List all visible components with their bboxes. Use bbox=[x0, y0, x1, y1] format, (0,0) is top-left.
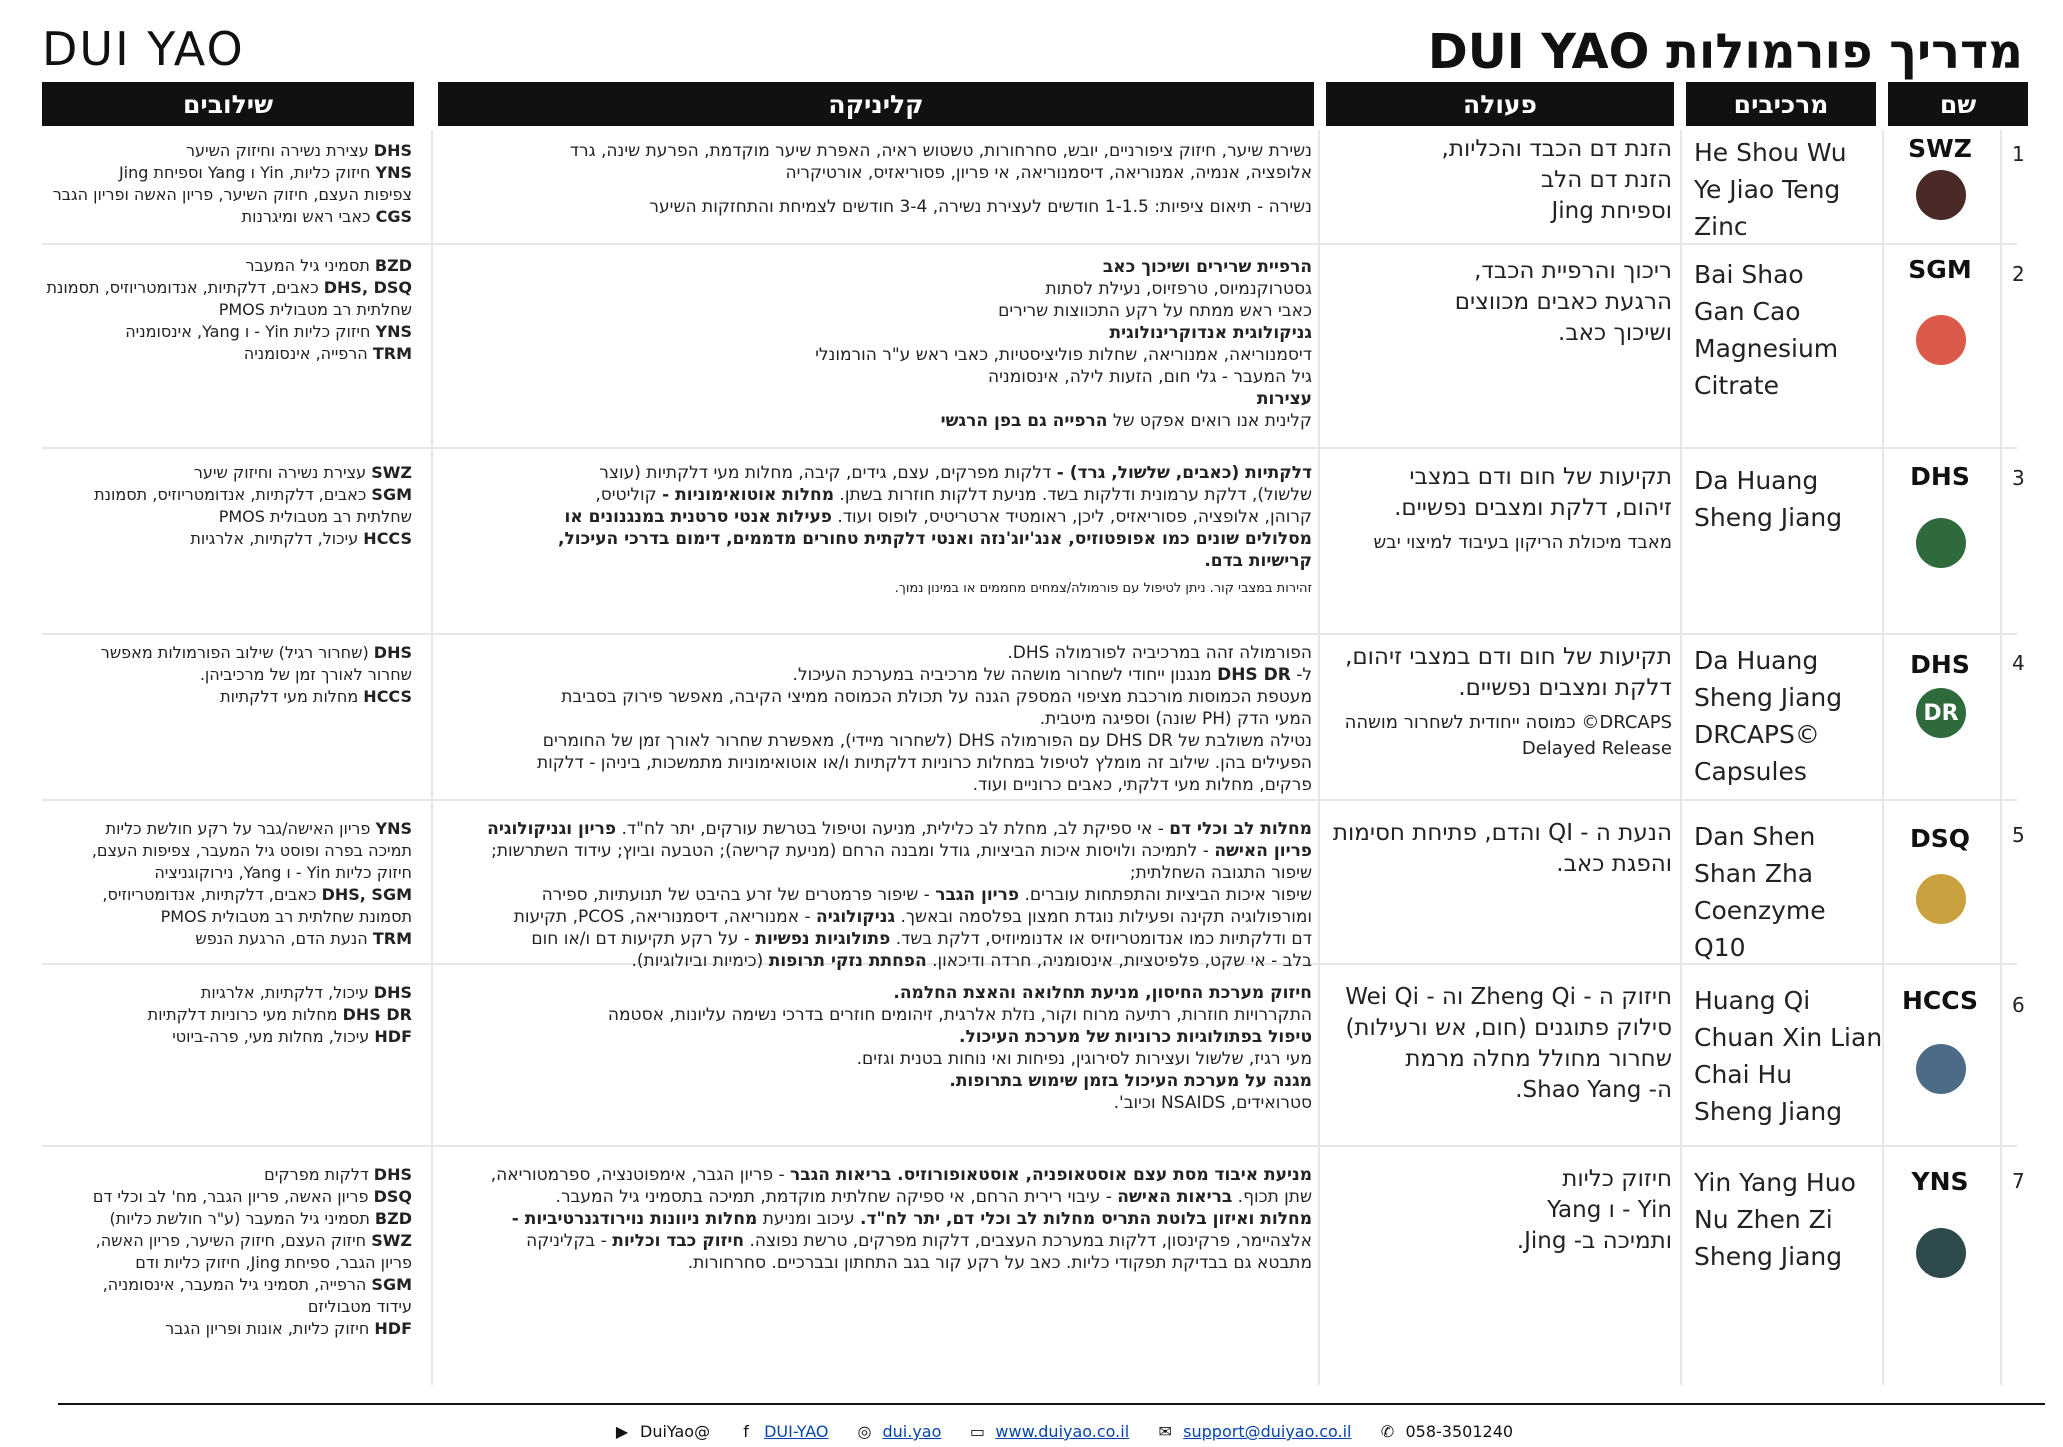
combination-code: DHS bbox=[373, 1165, 412, 1184]
combination-desc: עיכול, דלקתיות, אלרגיות bbox=[200, 983, 374, 1002]
combination-item bbox=[42, 862, 412, 884]
combination-desc: עצירת נשירה וחיזוק השיער bbox=[185, 141, 374, 160]
combination-code: BZD bbox=[374, 1209, 412, 1228]
column-divider bbox=[431, 130, 433, 1385]
combination-desc: מחלות מעי דלקתיות bbox=[220, 687, 364, 706]
combination-code: SGM bbox=[371, 485, 412, 504]
footer-text[interactable]: www.duiyao.co.il bbox=[995, 1422, 1130, 1441]
combinations-list bbox=[42, 140, 412, 228]
action-text bbox=[1332, 982, 1672, 1106]
action-note: מאבד מיכולת הריקון בעיבוד למיצוי יבש bbox=[1373, 532, 1672, 553]
formula-code: DHS bbox=[1910, 462, 1970, 491]
combination-code: SGM bbox=[371, 1275, 412, 1294]
header-combos: שילובים bbox=[42, 82, 414, 126]
combination-desc: צפיפות העצם, חיזוק השיער, פריון האשה ופריון הגבר bbox=[52, 185, 412, 204]
clinic-line: נשירה - תיאום ציפיות: 1-1.5 חודשים לעצירת נשירה, 3-4 חודשים לצמיחת והתחזקות השיער bbox=[649, 197, 1312, 217]
ingredient-item: Coenzyme Q10 bbox=[1694, 896, 1826, 962]
combination-code: YNS bbox=[375, 163, 412, 182]
combination-desc: תסמיני גיל המעבר (ע"ר חולשת כליות) bbox=[109, 1209, 375, 1228]
footer-item[interactable] bbox=[855, 1422, 942, 1441]
clinic-line: קרישיות בדם. bbox=[1204, 551, 1312, 571]
clinic-line: דם ודלקתיות כמו אנדומטריוזיס או אדנומיוזיס, דלקת בשד. פתולוגיות נפשיות - על רקע תקיעות דם ו/או חום bbox=[531, 929, 1312, 949]
clinic-line: נטילה משולבת של DHS DR עם הפורמולה DHS (לשחרור מיידי), מאפשרת שחרור לאורך זמן של החומרים bbox=[542, 731, 1312, 751]
combination-code: SWZ bbox=[371, 1231, 412, 1250]
combination-item bbox=[42, 299, 412, 321]
clinic-line: חיזוק מערכת החיסון, מניעת תחלואה והאצת החלמה. bbox=[893, 983, 1312, 1003]
combination-item bbox=[42, 686, 412, 708]
action-line: סילוק פתוגנים (חום, אש ורעילות) bbox=[1345, 1015, 1672, 1041]
clinic-line: מניעת איבוד מסת עצם אוסטאופניה, אוסטאופורוזיס. בריאות הגבר - פריון הגבר, אימפוטנציה, ספרמטוריאה, bbox=[490, 1165, 1312, 1185]
combination-item bbox=[42, 484, 412, 506]
combinations-list bbox=[42, 818, 412, 950]
combination-code: HCCS bbox=[363, 687, 412, 706]
combination-item bbox=[42, 1318, 412, 1340]
action-text bbox=[1332, 642, 1672, 762]
combination-code: DSQ bbox=[373, 1187, 412, 1206]
clinic-line: גסטרוקנמיוס, טרפזיוס, נעילת לסתות bbox=[1045, 279, 1312, 299]
footer-item[interactable] bbox=[967, 1422, 1129, 1441]
combination-desc: חיזוק העצם, חיזוק השיער, פריון האשה, bbox=[95, 1231, 372, 1250]
combination-item bbox=[42, 462, 412, 484]
ingredients-list bbox=[1694, 818, 1884, 966]
combination-desc: פריון הגבר, ספיחת Jing, חיזוק כליות ודם bbox=[135, 1253, 412, 1272]
youtube-icon: ▶ bbox=[615, 1421, 629, 1441]
combination-desc: חיזוק כליות Yin - ו Yang, אינסומניה bbox=[125, 322, 376, 341]
combination-item bbox=[42, 1230, 412, 1252]
action-line: ריכוך והרפיית הכבד, bbox=[1474, 258, 1672, 284]
combination-desc: הרפייה, תסמיני גיל המעבר, אינסומניה, bbox=[102, 1275, 372, 1294]
header-ingredients: מרכיבים bbox=[1686, 82, 1876, 126]
row-number: 3 bbox=[2012, 466, 2025, 490]
ingredient-item: Gan Cao bbox=[1694, 297, 1801, 326]
clinic-line: טיפול בפתולוגיות כרוניות של מערכת העיכול. bbox=[959, 1027, 1312, 1047]
footer-item bbox=[1377, 1422, 1513, 1441]
combination-item bbox=[42, 1164, 412, 1186]
clinic-line: גיל המעבר - גלי חום, הזעות לילה, אינסומניה bbox=[987, 367, 1312, 387]
row-number: 2 bbox=[2012, 262, 2025, 286]
footer-text: DuiYao@ bbox=[640, 1422, 711, 1441]
clinic-line: מעטפת הכמוסות מורכבת מציפוי המספק הגנה על תכולת הכמוסה ממיצי הקיבה, מאפשר פירוק בסביבת bbox=[561, 687, 1312, 707]
formula-color-dot: DR bbox=[1916, 688, 1966, 738]
action-line: הזנת דם הלב bbox=[1540, 167, 1672, 193]
formula-color-dot bbox=[1916, 1044, 1966, 1094]
combination-desc: כאבים, דלקתיות, אנדומטריוזיס, bbox=[102, 885, 322, 904]
clinic-line: הרפיית שרירים ושיכוך כאב bbox=[1102, 257, 1312, 277]
combination-desc: עצירת נשירה וחיזוק שיער bbox=[193, 463, 372, 482]
action-line: הזנת דם הכבד והכליות, bbox=[1441, 136, 1672, 162]
action-line: דלקת ומצבים נפשיים. bbox=[1458, 675, 1672, 701]
combination-desc: כאבים, דלקתיות, אנדומטריוזיס, תסמונת bbox=[94, 485, 372, 504]
clinic-line: המעי הדק (PH שונה) וספיגה מיטבית. bbox=[1039, 709, 1312, 729]
combination-item bbox=[42, 343, 412, 365]
clinic-line: מחלות ואיזון בלוטת התריס מחלות לב וכלי דם, יתר לח"ד. עיכוב ומניעת מחלות ניוונות נוירודגנרטיביות - bbox=[511, 1209, 1312, 1229]
clinic-line: כאבי ראש ממתח על רקע התכווצות שרירים bbox=[998, 301, 1312, 321]
clinic-text bbox=[446, 642, 1312, 796]
combination-desc: חיזוק כליות, אונות ופריון הגבר bbox=[165, 1319, 375, 1338]
ingredient-item: Zinc bbox=[1694, 212, 1748, 241]
clinic-line: הפורמולה זהה במרכיביה לפורמולה DHS. bbox=[1007, 643, 1312, 663]
combination-item bbox=[42, 528, 412, 550]
combination-item bbox=[42, 1208, 412, 1230]
combinations-list bbox=[42, 462, 412, 550]
combination-code: DHS bbox=[373, 643, 412, 662]
combination-item bbox=[42, 277, 412, 299]
clinic-line: נשירת שיער, חיזוק ציפורניים, יובש, סחרחורות, טשטוש ראיה, האפרת שיער מוקדמת, הפרעת שינה, גרד bbox=[569, 141, 1312, 161]
clinic-line: שלשול), דלקת ערמונית ודלקות בשד. מניעת דלקות חוזרות בשתן. מחלות אוטואימוניות - קוליטיס, bbox=[595, 485, 1312, 505]
clinic-line: ומורפולוגיה תקינה ופעילות נוגדת חמצון בפלסמה ובאשך. גניקולוגיה - אמנוריאה, דיסמנוריאה, PCOS, תקיעות bbox=[513, 907, 1312, 927]
combination-item bbox=[42, 1026, 412, 1048]
formula-code: SGM bbox=[1908, 255, 1972, 284]
ingredient-item: Dan Shen bbox=[1694, 822, 1816, 851]
combination-code: SWZ bbox=[371, 463, 412, 482]
clinic-text bbox=[446, 140, 1312, 218]
formula-code: SWZ bbox=[1908, 134, 1972, 163]
ingredient-item: Ye Jiao Teng bbox=[1694, 175, 1841, 204]
combination-desc: (שחרור רגיל) שילוב הפורמולות מאפשר bbox=[100, 643, 374, 662]
combination-desc: עיכול, דלקתיות, אלרגיות bbox=[190, 529, 364, 548]
clinic-line: שיפור איכות הביציות והתפתחות עוברים. פריון הגבר - שיפור פרמטרים של זרע בהיבט של תנועתיות, ספירה bbox=[541, 885, 1312, 905]
mail-icon: ✉ bbox=[1158, 1421, 1172, 1441]
ingredient-item: Magnesium bbox=[1694, 334, 1839, 363]
clinic-line: סטרואידים, NSAIDS וכיוב'. bbox=[1113, 1093, 1312, 1113]
footer-text[interactable]: DUI-YAO bbox=[764, 1422, 829, 1441]
row-number: 1 bbox=[2012, 142, 2025, 166]
combination-code: DHS bbox=[373, 983, 412, 1002]
ingredient-item: He Shou Wu bbox=[1694, 138, 1847, 167]
ingredient-item: Sheng Jiang bbox=[1694, 503, 1843, 532]
action-line: חיזוק כליות bbox=[1562, 1166, 1672, 1192]
action-text bbox=[1332, 256, 1672, 349]
combination-item bbox=[42, 906, 412, 928]
ingredient-item: Chai Hu bbox=[1694, 1060, 1793, 1089]
clinic-text bbox=[446, 818, 1312, 972]
combination-item bbox=[42, 184, 412, 206]
combination-item bbox=[42, 140, 412, 162]
combination-code: HCCS bbox=[363, 529, 412, 548]
action-line: והפגת כאב. bbox=[1556, 851, 1672, 877]
ingredient-item: Sheng Jiang bbox=[1694, 1097, 1843, 1126]
header-name: שם bbox=[1888, 82, 2028, 126]
combination-desc: עידוד מטבוליזם bbox=[307, 1297, 412, 1316]
clinic-line: מעי רגיז, שלשול ועצירות לסירוגין, נפיחות ואי נוחות בטנית וגזים. bbox=[856, 1049, 1312, 1069]
action-text bbox=[1332, 818, 1672, 880]
combinations-list bbox=[42, 1164, 412, 1340]
combination-code: DHS bbox=[373, 141, 412, 160]
combination-desc: שחלתית רב מטבולית PMOS bbox=[218, 507, 412, 526]
ingredient-item: Capsules bbox=[1694, 757, 1807, 786]
clinic-line: קלינית אנו רואים אפקט של הרפייה גם בפן הרגשי bbox=[940, 411, 1312, 431]
row-divider bbox=[42, 1145, 2017, 1147]
clinic-line: פריון האישה - לתמיכה ולויסות איכות הביציות, גודל ומבנה הרחם (מניעת קרישה); הטבעה וביוץ; עידוד השתרשות; שיפור התגובה השחלתית; bbox=[491, 841, 1312, 883]
ingredient-item: Huang Qi bbox=[1694, 986, 1811, 1015]
footer-item bbox=[612, 1422, 710, 1441]
combination-code: TRM bbox=[372, 344, 412, 363]
clinic-line: פרקים, מחלות מעי דלקתי, כאבים כרוניים ועוד. bbox=[972, 775, 1312, 795]
column-divider bbox=[1680, 130, 1682, 1385]
instagram-icon: ◎ bbox=[857, 1421, 872, 1441]
ingredient-item: Shan Zha bbox=[1694, 859, 1814, 888]
action-text bbox=[1332, 462, 1672, 556]
action-text bbox=[1332, 1164, 1672, 1257]
combination-item bbox=[42, 255, 412, 277]
brand-logo: DUI YAO bbox=[42, 22, 245, 76]
header-action: פעולה bbox=[1326, 82, 1674, 126]
ingredients-list bbox=[1694, 982, 1884, 1130]
combination-item bbox=[42, 818, 412, 840]
footer-text: 058-3501240 bbox=[1405, 1422, 1514, 1441]
combination-item bbox=[42, 642, 412, 664]
clinic-line: מתבטא גם בבדיקת תפקודי כליות. כאב על רקע קור בגב התחתון ובברכיים. סחרחורות. bbox=[687, 1253, 1312, 1273]
page-title: מדריך פורמולות DUI YAO bbox=[1427, 24, 2023, 80]
combination-desc: תסמיני גיל המעבר bbox=[245, 256, 375, 275]
footer-item[interactable] bbox=[736, 1422, 828, 1441]
combination-item bbox=[42, 506, 412, 528]
row-divider bbox=[42, 447, 2017, 449]
footer-divider bbox=[58, 1403, 2045, 1405]
combination-desc: כאבי ראש ומיגרנות bbox=[241, 207, 376, 226]
clinic-line: אלצהיימר, פרקינסון, דלקות במערכת העצבים, דלקות מפרקים, טרשת נפוצה. חיזוק כבד וכליות - בקליניקה bbox=[526, 1231, 1312, 1251]
formula-color-dot bbox=[1916, 874, 1966, 924]
ingredients-list bbox=[1694, 642, 1884, 790]
formula-code: DSQ bbox=[1909, 824, 1970, 853]
combination-desc: תסמונת שחלתית רב מטבולית PMOS bbox=[160, 907, 412, 926]
combination-desc: מחלות מעי כרוניות דלקתיות bbox=[147, 1005, 343, 1024]
ingredient-item: Sheng Jiang bbox=[1694, 683, 1843, 712]
ingredients-list bbox=[1694, 1164, 1884, 1275]
clinic-line: דיסמנוריאה, אמנוריאה, שחלות פוליציסטיות, כאבי ראש ע"ר הורמונלי bbox=[815, 345, 1312, 365]
action-line: זיהום, דלקת ומצבים נפשיים. bbox=[1394, 495, 1672, 521]
action-line: תקיעות של חום ודם במצבי זיהום, bbox=[1345, 644, 1672, 670]
combination-desc: תמיכה בפרה ופוסט גיל המעבר, צפיפות העצם, bbox=[91, 841, 412, 860]
combination-code: BZD bbox=[374, 256, 412, 275]
phone-icon: ✆ bbox=[1380, 1421, 1395, 1441]
action-line: ותמיכה ב- Jing. bbox=[1516, 1228, 1672, 1254]
combination-code: DHS DR bbox=[342, 1005, 412, 1024]
header-clinic: קליניקה bbox=[438, 82, 1314, 126]
combination-code: CGS bbox=[375, 207, 412, 226]
ingredient-item: Da Huang bbox=[1694, 646, 1819, 675]
combination-desc: שחרור לאורך זמן של מרכיביהן. bbox=[199, 665, 412, 684]
clinic-text bbox=[446, 1164, 1312, 1274]
clinic-text bbox=[446, 982, 1312, 1114]
action-line: וספיחת Jing bbox=[1551, 198, 1672, 224]
action-line: תקיעות של חום ודם במצבי bbox=[1409, 464, 1672, 490]
ingredient-item: Nu Zhen Zi bbox=[1694, 1205, 1833, 1234]
ingredient-item: Da Huang bbox=[1694, 466, 1819, 495]
ingredients-list bbox=[1694, 134, 1884, 245]
combinations-list bbox=[42, 255, 412, 365]
combination-desc: חיזוק כליות Yin - ו Yang, נירוקוגניציה bbox=[154, 863, 412, 882]
combination-code: HDF bbox=[374, 1027, 412, 1046]
clinic-caution: זהירות במצבי קור. ניתן לטיפול עם פורמולה/צמחים מחממים או במינון נמוך. bbox=[894, 581, 1312, 596]
clinic-line: הפעילים בהן. שילוב זה מומלץ לטיפול במחלות כרוניות דלקתיות ו/או אוטואימוניות מתמשכות, ביניהן - דלקות bbox=[536, 753, 1312, 773]
row-divider bbox=[42, 633, 2017, 635]
action-line: חיזוק ה - Zheng Qi וה - Wei Qi bbox=[1345, 984, 1672, 1010]
formula-color-dot bbox=[1916, 170, 1966, 220]
row-number: 4 bbox=[2012, 651, 2025, 675]
action-text bbox=[1332, 134, 1672, 227]
clinic-line: מחלות לב וכלי דם - אי ספיקת לב, מחלת לב כלילית, מניעה וטיפול בטרשת עורקים, יתר לח"ד. פריון וגניקולוגיה bbox=[487, 819, 1312, 839]
clinic-line: גניקולוגית אנדוקרינולוגית bbox=[1109, 323, 1312, 343]
combination-code: TRM bbox=[372, 929, 412, 948]
ingredient-item: Citrate bbox=[1694, 371, 1779, 400]
monitor-icon: ▭ bbox=[969, 1421, 985, 1441]
clinic-line: בלב - אי שקט, פלפיטציות, אינסומניה, חרדה ודיכאון. הפחתת נזקי תרופות (כימיות וביולוגיות). bbox=[631, 951, 1312, 971]
combination-code: DHS, DSQ bbox=[323, 278, 412, 297]
combination-desc: פריון האשה, פריון הגבר, מח' לב וכלי דם bbox=[92, 1187, 374, 1206]
combination-item bbox=[42, 1004, 412, 1026]
clinic-text bbox=[446, 462, 1312, 600]
action-line: הנעת ה - QI והדם, פתיחת חסימות bbox=[1332, 820, 1672, 846]
combination-item bbox=[42, 1296, 412, 1318]
row-number: 7 bbox=[2012, 1169, 2025, 1193]
clinic-line: עצירות bbox=[1256, 389, 1312, 409]
action-note: DRCAPS© כמוסה ייחודית לשחרור מושהה bbox=[1344, 712, 1672, 733]
clinic-line: מגנה על מערכת העיכול בזמן שימוש בתרופות. bbox=[949, 1071, 1312, 1091]
combination-code: YNS bbox=[375, 819, 412, 838]
combination-item bbox=[42, 840, 412, 862]
combination-desc: הרפייה, אינסומניה bbox=[243, 344, 373, 363]
combination-item bbox=[42, 162, 412, 184]
combination-desc: הנעת הדם, הרגעת הנפש bbox=[195, 929, 373, 948]
combination-desc: חיזוק כליות, Yin ו Yang וספיחת Jing bbox=[118, 163, 376, 182]
combinations-list bbox=[42, 982, 412, 1048]
row-divider bbox=[42, 799, 2017, 801]
combination-item bbox=[42, 321, 412, 343]
combination-item bbox=[42, 982, 412, 1004]
facebook-icon: f bbox=[743, 1421, 749, 1441]
clinic-line bbox=[446, 184, 1312, 196]
formula-code: YNS bbox=[1911, 1167, 1969, 1196]
combination-desc: דלקות מפרקים bbox=[264, 1165, 374, 1184]
row-number: 5 bbox=[2012, 823, 2025, 847]
combination-desc: עיכול, מחלות מעי, פרה-ביוטי bbox=[172, 1027, 375, 1046]
ingredient-item: DRCAPS© bbox=[1694, 720, 1820, 749]
combination-item bbox=[42, 664, 412, 686]
combination-item bbox=[42, 884, 412, 906]
combination-item bbox=[42, 1274, 412, 1296]
ingredient-item: Sheng Jiang bbox=[1694, 1242, 1843, 1271]
clinic-line: מסלולים שונים כמו אפופטוזיס, אנג'יוג'נזה ואנטי דלקתית טחורים מדממים, דימום בדרכי העיכול, bbox=[558, 529, 1312, 549]
action-line: שחרור מחולל מחלה מרמת bbox=[1405, 1046, 1672, 1072]
ingredient-item: Bai Shao bbox=[1694, 260, 1804, 289]
column-divider bbox=[1318, 130, 1320, 1385]
formula-code: DHS bbox=[1910, 650, 1970, 679]
clinic-line: שתן תכוף. בריאות האישה - עיבוי רירית הרחם, אי ספיקה שחלתית מוקדמת, תמיכה בתסמיני גיל המעבר. bbox=[555, 1187, 1312, 1207]
ingredient-item: Chuan Xin Lian bbox=[1694, 1023, 1883, 1052]
formula-color-dot bbox=[1916, 315, 1966, 365]
clinic-line: דלקתיות (כאבים, שלשול, גרד) - דלקות מפרקים, עצם, גידים, קיבה, מחלות מעי דלקתיות (עוצר bbox=[599, 463, 1312, 483]
combination-item bbox=[42, 928, 412, 950]
combination-item bbox=[42, 1186, 412, 1208]
clinic-line: התקררויות חוזרות, רתיעה מרוח וקור, נזלת אלרגית, זיהומים חוזרים בדרכי נשימה עליונות, אסטמה bbox=[607, 1005, 1312, 1025]
action-line: ושיכוך כאב. bbox=[1558, 320, 1672, 346]
column-divider bbox=[2000, 130, 2002, 1385]
formula-code: HCCS bbox=[1901, 986, 1979, 1015]
action-line: ה- Shao Yang. bbox=[1515, 1077, 1672, 1103]
action-line: הרגעת כאבים מכווצים bbox=[1454, 289, 1672, 315]
combinations-list bbox=[42, 642, 412, 708]
footer bbox=[612, 1422, 1539, 1441]
action-line: Yin - ו Yang bbox=[1547, 1197, 1672, 1223]
clinic-line: אלופציה, אנמיה, אמנוריאה, דיסמנוריאה, אי פריון, פסוריאזיס, אורטיקריה bbox=[785, 163, 1312, 183]
combination-code: HDF bbox=[374, 1319, 412, 1338]
ingredient-item: Yin Yang Huo bbox=[1694, 1168, 1856, 1197]
combination-item bbox=[42, 206, 412, 228]
row-number: 6 bbox=[2012, 993, 2025, 1017]
combination-desc: פריון האישה/גבר על רקע חולשת כליות bbox=[105, 819, 376, 838]
combination-desc: שחלתית רב מטבולית PMOS bbox=[218, 300, 412, 319]
combination-code: DHS, SGM bbox=[321, 885, 412, 904]
footer-item[interactable] bbox=[1155, 1422, 1351, 1441]
combination-code: YNS bbox=[375, 322, 412, 341]
clinic-line: קרוהן, אלופציה, פסוריאזיס, ליכן, ראומטיד ארטריטיס, לופוס ועוד. פעילות אנטי סרטנית במנגנונים או bbox=[564, 507, 1312, 527]
combination-desc: כאבים, דלקתיות, אנדומטריוזיס, תסמונת bbox=[46, 278, 324, 297]
combination-item bbox=[42, 1252, 412, 1274]
formula-color-dot bbox=[1916, 1228, 1966, 1278]
formula-color-dot bbox=[1916, 518, 1966, 568]
ingredients-list bbox=[1694, 462, 1884, 536]
footer-text[interactable]: support@duiyao.co.il bbox=[1183, 1422, 1352, 1441]
footer-text[interactable]: dui.yao bbox=[882, 1422, 942, 1441]
ingredients-list bbox=[1694, 256, 1884, 404]
clinic-line: ל- DHS DR מנגנון ייחודי לשחרור מושהה של מרכיביה במערכת העיכול. bbox=[792, 665, 1312, 685]
clinic-text bbox=[446, 256, 1312, 432]
action-note: Delayed Release bbox=[1521, 738, 1672, 759]
